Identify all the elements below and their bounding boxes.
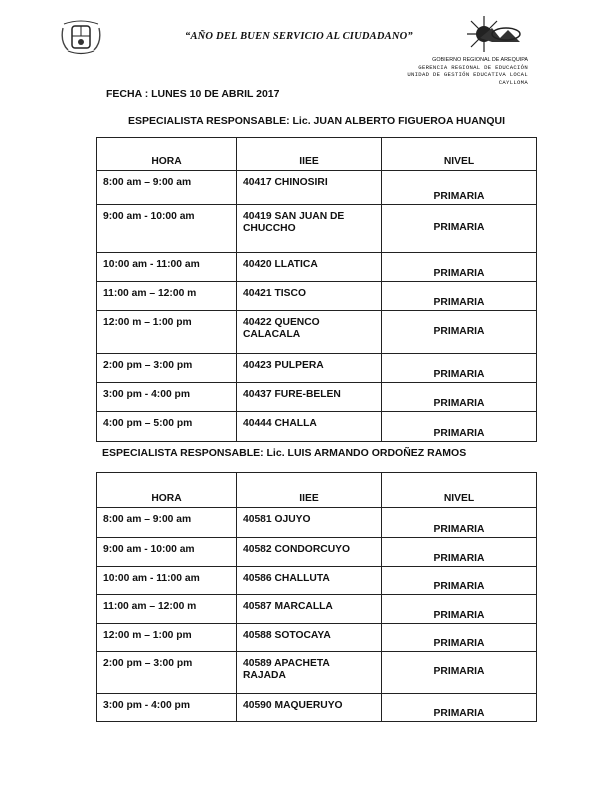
cell-hora: 9:00 am - 10:00 am <box>97 538 237 567</box>
schedule-table <box>96 137 537 442</box>
table-row <box>97 508 537 538</box>
table-row <box>97 567 537 595</box>
table-row <box>97 652 537 694</box>
table-row <box>97 412 537 442</box>
org-line: GERENCIA REGIONAL DE EDUCACIÓN <box>418 64 528 72</box>
cell-nivel: PRIMARIA <box>382 595 537 624</box>
cell-nivel: PRIMARIA <box>382 567 537 595</box>
cell-hora: 3:00 pm - 4:00 pm <box>97 694 237 722</box>
column-header-hora: HORA <box>97 473 237 508</box>
column-header-nivel: NIVEL <box>382 473 537 508</box>
cell-hora: 10:00 am - 11:00 am <box>97 253 237 282</box>
cell-iiee: 40421 TISCO <box>237 282 382 311</box>
cell-nivel: PRIMARIA <box>382 171 537 205</box>
table-row <box>97 311 537 354</box>
cell-hora: 8:00 am – 9:00 am <box>97 508 237 538</box>
column-header-iiee: IIEE <box>237 473 382 508</box>
table-header-row <box>97 138 537 171</box>
table-row <box>97 282 537 311</box>
column-header-hora: HORA <box>97 138 237 171</box>
cell-nivel: PRIMARIA <box>382 652 537 694</box>
cell-nivel: PRIMARIA <box>382 282 537 311</box>
cell-iiee: 40590 MAQUERUYO <box>237 694 382 722</box>
table-header-row <box>97 473 537 508</box>
column-header-nivel: NIVEL <box>382 138 537 171</box>
org-line: GOBIERNO REGIONAL DE AREQUIPA <box>432 57 528 63</box>
table-row <box>97 171 537 205</box>
cell-iiee: 40587 MARCALLA <box>237 595 382 624</box>
cell-nivel: PRIMARIA <box>382 412 537 442</box>
cell-iiee: 40419 SAN JUAN DE CHUCCHO <box>237 205 382 253</box>
column-header-iiee: IIEE <box>237 138 382 171</box>
cell-hora: 10:00 am - 11:00 am <box>97 567 237 595</box>
peru-coat-of-arms-logo <box>60 16 102 56</box>
org-line: UNIDAD DE GESTIÓN EDUCATIVA LOCAL <box>407 71 528 79</box>
regional-government-logo <box>462 12 524 56</box>
table-row <box>97 354 537 383</box>
cell-iiee: 40588 SOTOCAYA <box>237 624 382 652</box>
specialist-heading: ESPECIALISTA RESPONSABLE: Lic. JUAN ALBERTO FIGUEROA HUANQUI <box>128 115 506 127</box>
document-date: FECHA : LUNES 10 DE ABRIL 2017 <box>106 88 280 100</box>
cell-hora: 12:00 m – 1:00 pm <box>97 311 237 354</box>
table-row <box>97 205 537 253</box>
table-row <box>97 595 537 624</box>
table-row <box>97 538 537 567</box>
schedule-table <box>96 472 537 722</box>
cell-nivel: PRIMARIA <box>382 205 537 253</box>
cell-hora: 11:00 am – 12:00 m <box>97 282 237 311</box>
cell-nivel: PRIMARIA <box>382 694 537 722</box>
cell-iiee: 40420 LLATICA <box>237 253 382 282</box>
cell-hora: 3:00 pm - 4:00 pm <box>97 383 237 412</box>
document-motto: “AÑO DEL BUEN SERVICIO AL CIUDADANO” <box>185 31 413 42</box>
table-row <box>97 253 537 282</box>
cell-nivel: PRIMARIA <box>382 311 537 354</box>
organization-block <box>407 57 528 86</box>
cell-nivel: PRIMARIA <box>382 354 537 383</box>
cell-nivel: PRIMARIA <box>382 383 537 412</box>
cell-hora: 12:00 m – 1:00 pm <box>97 624 237 652</box>
cell-hora: 8:00 am – 9:00 am <box>97 171 237 205</box>
cell-nivel: PRIMARIA <box>382 538 537 567</box>
cell-iiee: 40444 CHALLA <box>237 412 382 442</box>
cell-hora: 2:00 pm – 3:00 pm <box>97 354 237 383</box>
cell-iiee: 40581 OJUYO <box>237 508 382 538</box>
cell-nivel: PRIMARIA <box>382 508 537 538</box>
cell-iiee: 40582 CONDORCUYO <box>237 538 382 567</box>
table-row <box>97 383 537 412</box>
org-line: CAYLLOMA <box>498 78 528 86</box>
cell-iiee: 40417 CHINOSIRI <box>237 171 382 205</box>
cell-hora: 4:00 pm – 5:00 pm <box>97 412 237 442</box>
cell-iiee: 40423 PULPERA <box>237 354 382 383</box>
table-row <box>97 694 537 722</box>
cell-nivel: PRIMARIA <box>382 253 537 282</box>
cell-iiee: 40586 CHALLUTA <box>237 567 382 595</box>
cell-nivel: PRIMARIA <box>382 624 537 652</box>
specialist-heading: ESPECIALISTA RESPONSABLE: Lic. LUIS ARMANDO ORDOÑEZ RAMOS <box>102 447 467 459</box>
cell-iiee: 40422 QUENCO CALACALA <box>237 311 382 354</box>
cell-iiee: 40589 APACHETA RAJADA <box>237 652 382 694</box>
table-row <box>97 624 537 652</box>
cell-hora: 2:00 pm – 3:00 pm <box>97 652 237 694</box>
cell-iiee: 40437 FURE-BELEN <box>237 383 382 412</box>
cell-hora: 11:00 am – 12:00 m <box>97 595 237 624</box>
cell-hora: 9:00 am - 10:00 am <box>97 205 237 253</box>
